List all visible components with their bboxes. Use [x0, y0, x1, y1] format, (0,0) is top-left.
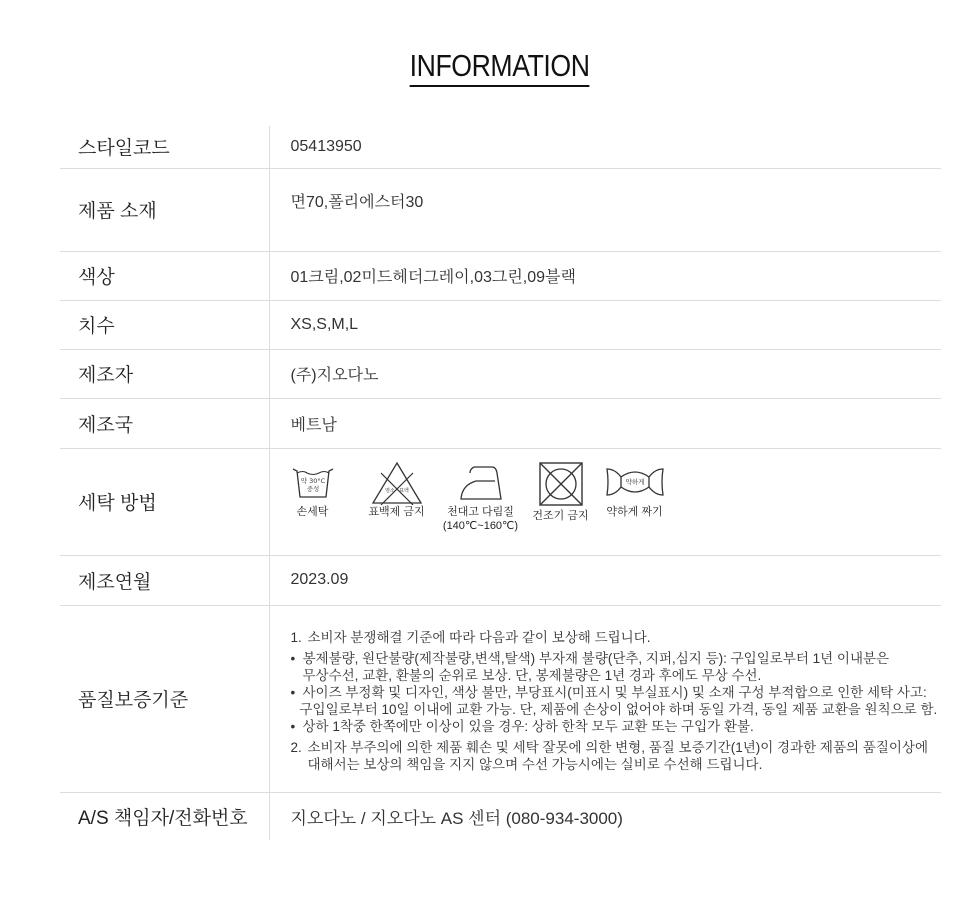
- table-row: [60, 126, 941, 168]
- quality-terms: [291, 611, 941, 787]
- quality-bullet-text: 사이즈 부정확 및 디자인, 색상 불만, 부당표시(미표시 및 부실표시) 및 소재 구성 부적합으로 인한 세탁 사고:: [302, 684, 927, 700]
- wash-item-iron: [441, 461, 521, 533]
- quality-item-2: [291, 739, 941, 756]
- wash-item-gentle-wring: [603, 461, 667, 519]
- section-title-text: INFORMATION: [410, 48, 590, 87]
- row-label-material: 제품 소재: [60, 168, 269, 251]
- wash-icons: [291, 457, 941, 547]
- wash-caption: 표백제 금지: [368, 505, 425, 518]
- row-value-size: XS,S,M,L: [269, 300, 941, 349]
- quality-item-2-text: 소비자 부주의에 의한 제품 훼손 및 세탁 잘못에 의한 변형, 품질 보증기간(1년)이 경과한 제품의 품질이상에: [307, 739, 928, 755]
- table-row: [60, 168, 941, 251]
- quality-item-1-text: 소비자 분쟁해결 기준에 따라 다음과 같이 보상해 드립니다.: [307, 629, 651, 645]
- wash-caption-temperature: (140℃~160℃): [442, 519, 519, 532]
- wash-caption: 건조기 금지: [532, 509, 589, 522]
- quality-bullet: • 상하 1착중 한쪽에만 이상이 있을 경우: 상하 한착 모두 교환 또는 구입가 환불.: [290, 718, 754, 734]
- gentle-wring-text: 약하게: [625, 477, 644, 486]
- table-row: [60, 792, 941, 840]
- quality-item-1: [291, 629, 941, 646]
- table-row: [60, 448, 941, 555]
- quality-bullet: • 봉제불량, 원단불량(제작불량,변색,탈색) 부자재 불량(단추, 지퍼,심지 등): 구입일로부터 1년 이내분은: [290, 650, 890, 666]
- row-label-quality: 품질보증기준: [60, 605, 269, 792]
- row-label-style-code: 스타일코드: [60, 126, 269, 168]
- no-tumble-dry-icon: [538, 461, 584, 507]
- information-table: [60, 126, 941, 840]
- row-label-size: 치수: [60, 300, 269, 349]
- iron-icon: [456, 461, 506, 505]
- wash-caption: 천대고 다림질: [447, 505, 514, 518]
- row-value-quality: [269, 605, 941, 792]
- section-title: [0, 48, 957, 87]
- row-value-country: 베트남: [269, 398, 941, 448]
- row-value-maker: (주)지오다노: [269, 349, 941, 398]
- table-row: [60, 605, 941, 792]
- wash-item-no-bleach: [369, 461, 425, 519]
- quality-item-2-number: 2.: [290, 739, 302, 755]
- wash-caption: 손세탁: [296, 505, 329, 518]
- quality-bullet: • 사이즈 부정확 및 디자인, 색상 불만, 부당표시(미표시 및 부실표시) 및 소재 구성 부적합으로 인한 세탁 사고:: [290, 684, 927, 700]
- row-value-style-code: 05413950: [269, 126, 941, 168]
- row-label-maker: 제조자: [60, 349, 269, 398]
- wash-item-hand-wash: [291, 461, 335, 519]
- row-value-material: 면70,폴리에스터30: [269, 168, 941, 251]
- hand-wash-neutral: 중성: [306, 484, 319, 493]
- hand-wash-temp: 약 30°C: [300, 476, 325, 485]
- table-row: [60, 398, 941, 448]
- quality-item-1-number: 1.: [290, 629, 302, 645]
- table-row: [60, 251, 941, 300]
- table-row: [60, 555, 941, 605]
- row-label-wash: 세탁 방법: [60, 448, 269, 555]
- table-row: [60, 349, 941, 398]
- row-label-country: 제조국: [60, 398, 269, 448]
- hand-wash-icon: [291, 461, 335, 501]
- row-value-date: 2023.09: [269, 555, 941, 605]
- no-bleach-icon: [369, 461, 425, 505]
- row-value-as-contact: 지오다노 / 지오다노 AS 센터 (080-934-3000): [290, 808, 623, 828]
- wash-caption: 약하게 짜기: [606, 505, 663, 518]
- row-label-as-contact: A/S 책임자/전화번호: [60, 792, 269, 840]
- row-label-color: 색상: [60, 251, 269, 300]
- quality-bullet-text: 상하 1착중 한쪽에만 이상이 있을 경우: 상하 한착 모두 교환 또는 구입가 환불.: [302, 718, 754, 734]
- gentle-wring-icon: [605, 461, 665, 501]
- quality-bullet-continued: 구입일로부터 10일 이내에 교환 가능. 단, 제품에 손상이 없어야 하며 동일 가격, 동일 제품 교환을 원칙으로 함.: [299, 701, 938, 717]
- quality-bullet-continued: 무상수선, 교환, 환불의 순위로 보상. 단, 봉제불량은 1년 경과 후에도 무상 수선.: [302, 667, 762, 683]
- row-value-wash: [269, 448, 941, 555]
- row-label-date: 제조연월: [60, 555, 269, 605]
- wash-item-no-tumble-dry: [531, 461, 591, 523]
- quality-bullet-text: 봉제불량, 원단불량(제작불량,변색,탈색) 부자재 불량(단추, 지퍼,심지 등): 구입일로부터 1년 이내분은: [302, 650, 890, 666]
- no-bleach-bleach: 표백: [398, 487, 409, 494]
- no-bleach-chlorine: 염소: [384, 487, 395, 494]
- row-value-color: 01크림,02미드헤더그레이,03그린,09블랙: [269, 251, 941, 300]
- quality-item-2-continued: 대해서는 보상의 책임을 지지 않으며 수선 가능시에는 실비로 수선해 드립니다.: [307, 756, 763, 772]
- table-row: [60, 300, 941, 349]
